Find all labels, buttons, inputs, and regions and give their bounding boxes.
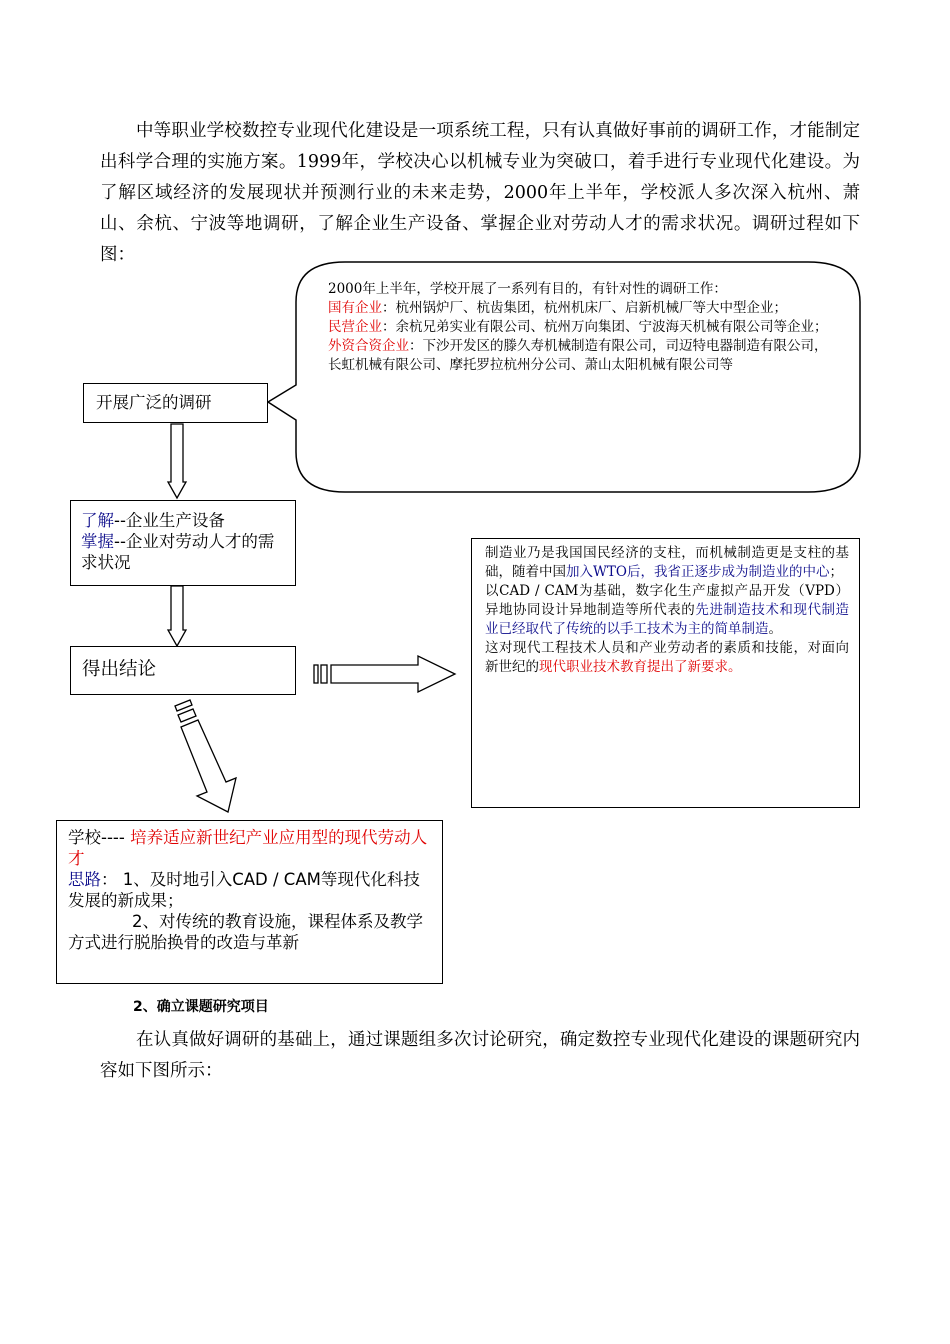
conclusion-p2 [485, 582, 849, 639]
idea-key: 思路 [68, 870, 101, 889]
conclusion-detail-box [471, 538, 860, 808]
down-arrow-2 [168, 586, 186, 646]
master-key: 掌握 [81, 532, 114, 551]
understand-key: 了解 [81, 511, 114, 530]
flow-box-research-label: 开展广泛的调研 [96, 393, 212, 412]
conclusion-p2-highlight: 先进制造技术和现代制造业已经取代了传统的以手工技术为主的简单制造 [485, 602, 850, 637]
conclusion-p3-text: 这对现代工程技术人员和产业劳动者的素质和技能，对面向新世纪的 [485, 640, 849, 675]
school-prefix: 学校---- [68, 828, 125, 847]
conclusion-p2-end: 。 [768, 621, 782, 637]
private-enterprise-key: 民营企业 [328, 319, 382, 335]
idea1-text: ： 1、及时地引入CAD / CAM等现代化科技发展的新成果； [68, 870, 420, 910]
callout-state-enterprises [328, 299, 833, 318]
callout-foreign-enterprises [328, 337, 833, 375]
flow-box-conclusion [70, 646, 296, 695]
foreign-enterprise-text: ：下沙开发区的滕久寿机械制造有限公司，司迈特电器制造有限公司，长虹机械有限公司、摩托罗拉杭州分公司、萧山太阳机械有限公司等 [328, 338, 828, 373]
conclusion-p3 [485, 639, 849, 677]
section2-paragraph: 在认真做好调研的基础上，通过课题组多次讨论研究，确定数控专业现代化建设的课题研究内容如下图所示： [100, 1030, 860, 1081]
flow-box-conclusion-label: 得出结论 [82, 659, 157, 680]
understand-text: --企业生产设备 [114, 511, 225, 530]
right-arrow [314, 656, 455, 692]
conclusion-p1-end: ； [829, 564, 843, 580]
state-enterprise-text: ：杭州锅炉厂、杭齿集团，杭州机床厂、启新机械厂等大中型企业； [382, 300, 787, 316]
conclusion-p3-highlight: 现代职业技术教育提出了新要求。 [539, 659, 742, 675]
school-goal-text: 培养适应新世纪产业应用型的现代劳动人才 [68, 828, 428, 868]
school-idea2: 2、对传统的教育设施，课程体系及教学方式进行脱胎换骨的改造与革新 [68, 912, 423, 952]
intro-paragraph: 中等职业学校数控专业现代化建设是一项系统工程，只有认真做好事前的调研工作，才能制定出科学合理的实施方案。1999年，学校决心以机械专业为突破口，着手进行专业现代化建设。为了解区域经济的发展现状并预测行业的未来走势，2000年上半年，学校派人多次深入杭州、萧山、余杭、宁波等地调研，了解企业生产设备、掌握企业对劳动人才的需求状况。调研过程如下图： [100, 121, 860, 265]
private-enterprise-text: ：余杭兄弟实业有限公司、杭州万向集团、宁波海天机械有限公司等企业； [382, 319, 828, 335]
flow-box-research [83, 383, 268, 423]
flow-box-understand [70, 500, 296, 586]
flow-box-understand-line2 [81, 531, 287, 573]
down-arrow-1 [168, 424, 186, 498]
state-enterprise-key: 国有企业 [328, 300, 382, 316]
conclusion-p1 [485, 544, 849, 582]
conclusion-p1-text: 制造业乃是我国国民经济的支柱，而机械制造更是支柱的基础，随着中国 [485, 545, 849, 580]
school-idea1 [68, 869, 434, 911]
master-text: --企业对劳动人才的需求状况 [81, 532, 275, 572]
callout-text [328, 280, 833, 375]
conclusion-p2-text: 以CAD / CAM为基础，数字化生产虚拟产品开发（VPD）异地协同设计异地制造等所代表的 [485, 583, 849, 618]
conclusion-p1-highlight: 加入WTO后，我省正逐步成为制造业的中心 [566, 564, 830, 580]
foreign-enterprise-key: 外资合资企业 [328, 338, 409, 354]
section2-heading: 2、确立课题研究项目 [133, 999, 269, 1015]
school-goal [68, 827, 434, 869]
callout-intro: 2000年上半年，学校开展了一系列有目的，有针对性的调研工作： [328, 281, 727, 297]
callout-private-enterprises [328, 318, 833, 337]
flow-box-school [56, 820, 443, 984]
diagonal-arrow [175, 700, 236, 812]
flow-box-understand-line1 [81, 510, 287, 531]
